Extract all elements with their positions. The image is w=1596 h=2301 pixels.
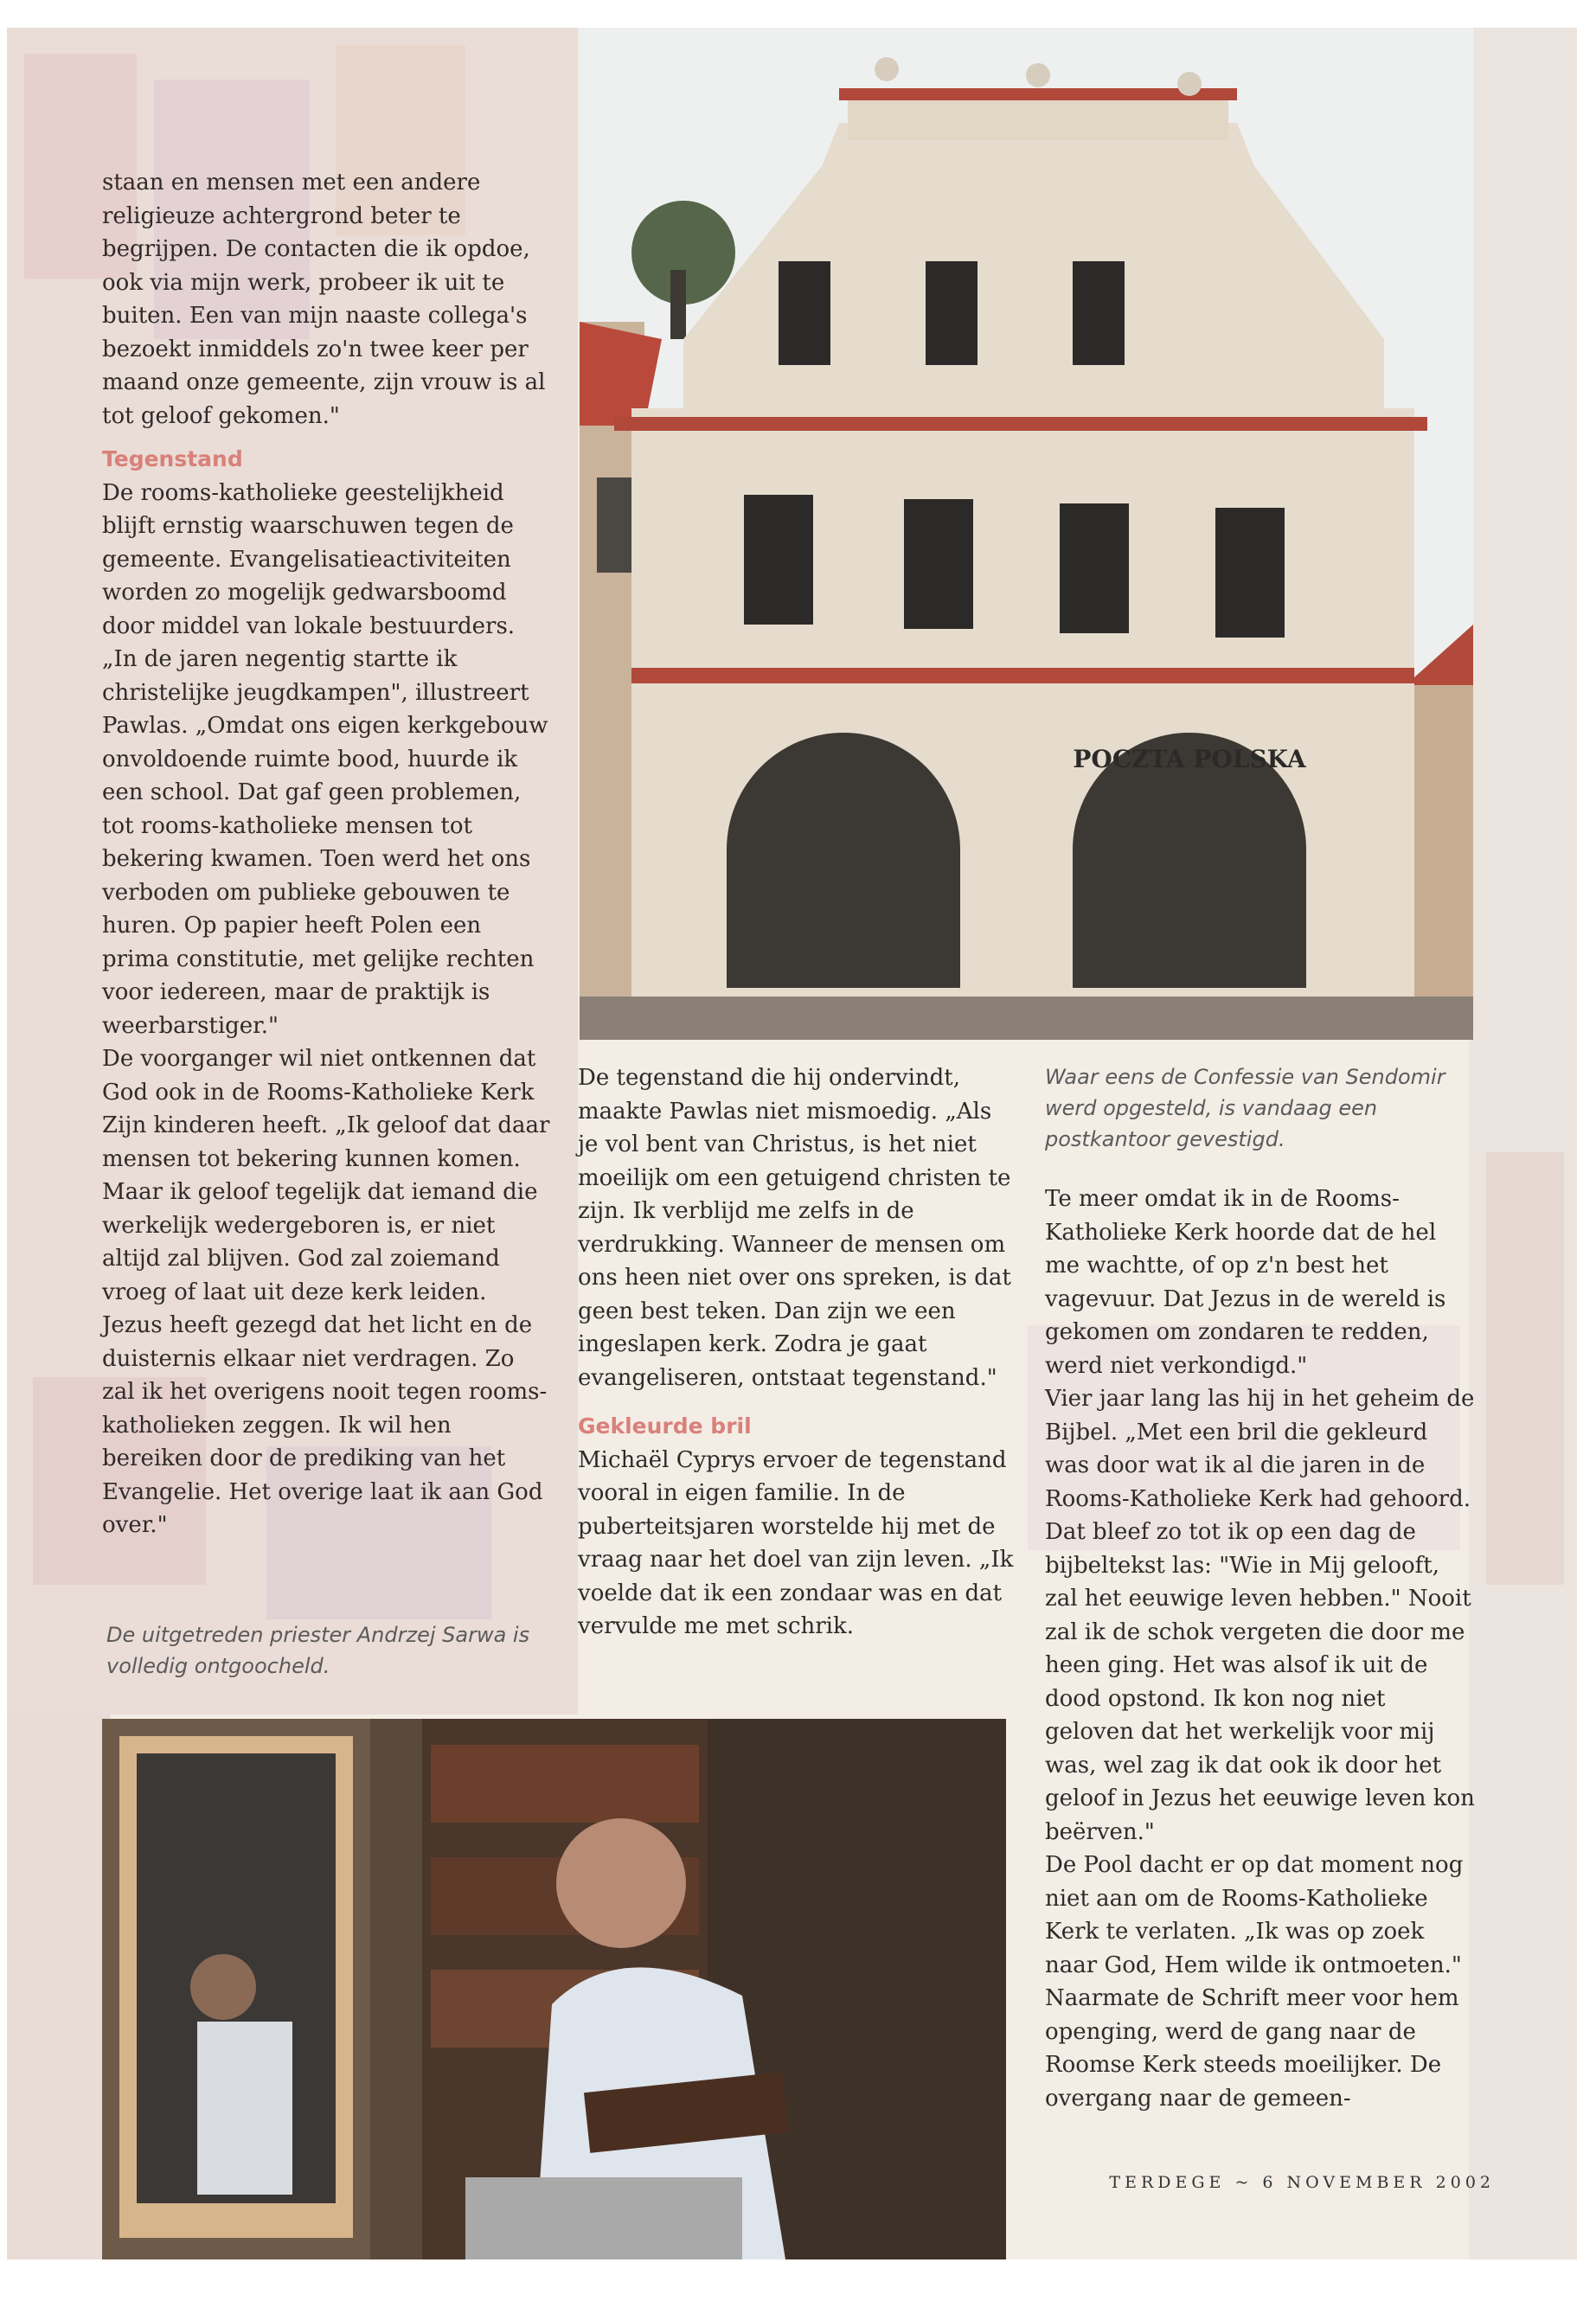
paragraph-vier-jaar: Vier jaar lang las hij in het geheim de Bijbel. „Met een bril die gekleurd was door wat ik al die jaren in de Rooms-Katholieke Kerk had gehoord. Dat bleef zo tot ik op een dag de bijbeltekst las: "Wie in Mij gelooft, zal het eeuwige leven hebben." Nooit zal ik de schok vergeten die door me heen ging. Het was alsof ik uit de dood opstond. Ik kon nog niet geloven dat het werkelijk voor mij was, wel zag ik dat ook ik door het geloof in Jezus het eeuwige leven kon beërven." xyxy=(1045,1386,1475,1845)
heading-tegenstand: Tegenstand xyxy=(102,446,243,471)
paragraph-col2-tegenstand: De tegenstand die hij ondervindt, maakte Pawlas niet mismoedig. „Als je vol bent van Christus, is het niet moeilijk om een getuigend christen te zijn. Ik verblijd me zelfs in de verdrukking. Wanneer de mensen om ons heen niet over ons spreken, is dat geen best teken. Dan zijn we een ingeslapen kerk. Zodra je gaat evangeliseren, ontstaat tegenstand." xyxy=(578,1065,1011,1391)
paragraph-de-pool: De Pool dacht er op dat moment nog niet aan om de Rooms-Katholieke Kerk te verlaten. „Ik was op zoek naar God, Hem wilde ik ontmoeten." Naarmate de Schrift meer voor hem openging, werd de gang naar de Roomse Kerk steeds moeilijker. De overgang naar de gemeen- xyxy=(1045,1852,1464,2112)
column-3 xyxy=(1045,1183,1477,2115)
paragraph-col1-top: staan en mensen met een andere religieuze achtergrond beter te begrijpen. De contacten die ik opdoe, ook via mijn werk, probeer ik uit te buiten. Een van mijn naaste collega's bezoekt inmiddels zo'n twee keer per maand onze gemeente, zijn vrouw is al tot geloof gekomen." xyxy=(102,170,546,429)
paragraph-te-meer: Te meer omdat ik in de Rooms-Katholieke Kerk hoorde dat de hel me wachtte, of op z'n best het vagevuur. Dat Jezus in de wereld is gekomen om zondaren te redden, werd niet verkondigd." xyxy=(1045,1186,1446,1379)
heading-gekleurde-bril: Gekleurde bril xyxy=(578,1413,752,1439)
column-1 xyxy=(102,166,552,1542)
paragraph-voorganger: De voorganger wil niet ontkennen dat God ook in de Rooms-Katholieke Kerk Zijn kinderen heeft. „Ik geloof dat daar mensen tot bekering kunnen komen. Maar ik geloof tegelijk dat iemand die werkelijk wedergeboren is, er niet altijd zal blijven. God zal zoiemand vroeg of laat uit deze kerk leiden. Jezus heeft gezegd dat het licht en de duisternis elkaar niet verdragen. Zo zal ik het overigens nooit tegen rooms-katholieken zeggen. Ik wil hen bereiken door de prediking van het Evangelie. Het overige laat ik aan God over." xyxy=(102,1046,550,1538)
photo-man-reading-bible xyxy=(102,1719,1006,2259)
magazine-page xyxy=(7,28,1577,2259)
paragraph-tegenstand: De rooms-katholieke geestelijkheid blijft ernstig waarschuwen tegen de gemeente. Evangelisatieactiviteiten worden zo mogelijk gedwarsboomd door middel van lokale bestuurders. „In de jaren negentig startte ik christelijke jeugdkampen", illustreert Pawlas. „Omdat ons eigen kerkgebouw onvoldoende ruimte bood, huurde ik een school. Dat gaf geen problemen, tot rooms-katholieke mensen tot bekering kwamen. Toen werd het ons verboden om publieke gebouwen te huren. Op papier heeft Polen een prima constitutie, met gelijke rechten voor iedereen, maar de praktijk is weerbarstiger." xyxy=(102,479,548,1039)
caption-priester: De uitgetreden priester Andrzej Sarwa is volledig ontgoocheld. xyxy=(106,1623,530,1678)
footer-issue-info: TERDEGE ~ 6 NOVEMBER 2002 xyxy=(1109,2173,1495,2192)
post-sign-text: POCZTA POLSKA xyxy=(1073,745,1306,773)
photo-post-office-building xyxy=(580,28,1473,1040)
column-2 xyxy=(578,1061,1015,1644)
paragraph-bril: Michaël Cyprys ervoer de tegenstand vooral in eigen familie. In de puberteitsjaren worstelde hij met de vraag naar het doel van zijn leven. „Ik voelde dat ik een zondaar was en dat vervulde me met schrik. xyxy=(578,1446,1014,1639)
caption-postkantoor: Waar eens de Confessie van Sendomir werd opgesteld, is vandaag een postkantoor gevestigd. xyxy=(1045,1065,1445,1151)
